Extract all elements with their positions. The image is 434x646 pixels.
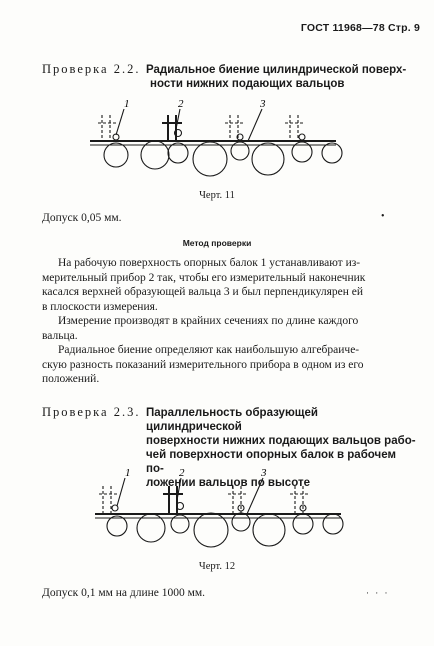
stray-mark: • <box>381 211 385 222</box>
figure-12 <box>85 464 355 556</box>
fig12-label-2: 2 <box>179 467 185 479</box>
section-2-3-title: Параллельность образующей цилиндрической поверхности нижних подающих вальцов рабо- чей поверхности опорных балок в рабочем по- ложении вальцов по высоте <box>146 407 416 489</box>
section-2-2-title: Радиальное биение цилиндрической поверх- ности нижних подающих вальцов <box>146 64 407 90</box>
stray-marks-bottom: · · · <box>366 588 390 598</box>
section-2-3-label: Проверка 2.3. <box>42 405 141 419</box>
fig11-label-2: 2 <box>178 98 184 110</box>
paragraph-1: На рабочую поверхность опорных балок 1 устанавливают из- мерительный прибор 2 так, чтобы его измерительный наконечник касался верхней образующей вальца 3 и был перпендикулярен ей в плоскости измерения. <box>42 257 366 313</box>
fig11-label-1: 1 <box>124 98 130 110</box>
figure-11-caption: Черт. 11 <box>199 190 235 201</box>
figure-12-caption: Черт. 12 <box>198 561 236 572</box>
method-heading: Метод проверки <box>182 238 252 248</box>
fig12-label-1: 1 <box>125 467 131 479</box>
tolerance-2-2: Допуск 0,05 мм. <box>42 212 122 224</box>
page-header: ГОСТ 11968—78 Стр. 9 <box>300 22 420 34</box>
tolerance-2-3: Допуск 0,1 мм на длине 1000 мм. <box>42 587 206 599</box>
fig12-label-3: 3 <box>261 467 267 479</box>
paragraph-2: Измерение производят в крайних сечениях по длине каждого вальца. <box>42 315 359 342</box>
figure-11 <box>80 95 350 185</box>
fig11-label-3: 3 <box>260 98 266 110</box>
section-2-2-label: Проверка 2.2. <box>42 62 141 76</box>
paragraph-3: Радиальное биение определяют как наибольшую алгебраиче- скую разность показаний измерительного прибора в одном из его положений. <box>42 344 364 385</box>
